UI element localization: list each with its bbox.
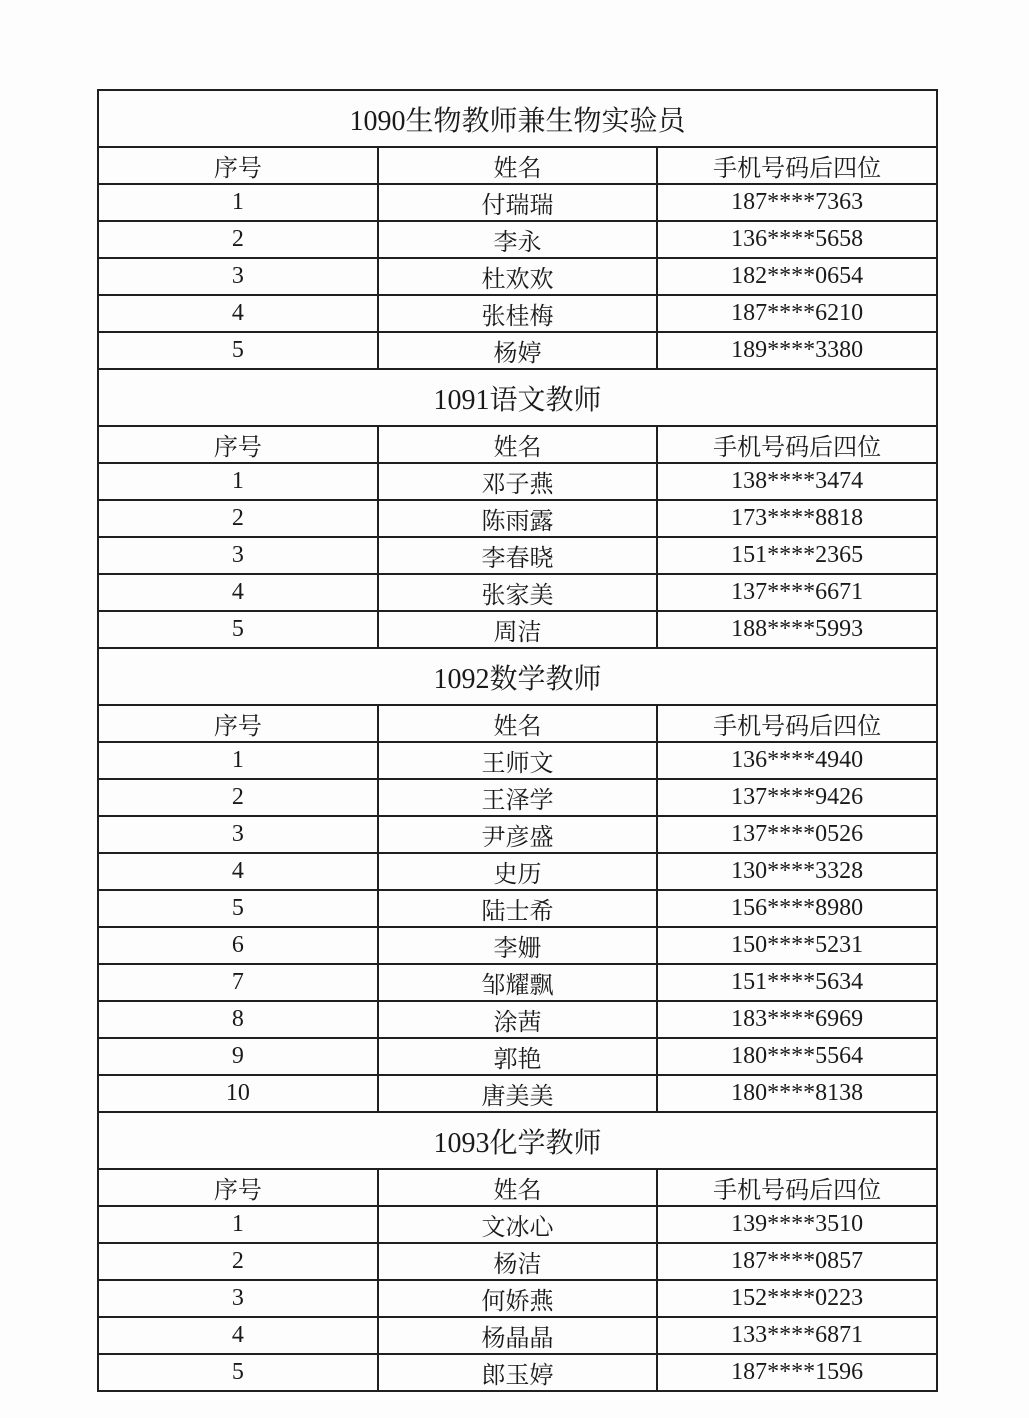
column-header: 手机号码后四位 [657, 147, 937, 184]
section-title-row [98, 1112, 937, 1169]
name-cell: 文冰心 [378, 1206, 658, 1243]
name-cell: 何娇燕 [378, 1280, 658, 1317]
index-cell: 5 [98, 611, 378, 648]
phone-cell: 137****0526 [657, 816, 937, 853]
name-cell: 郭艳 [378, 1038, 658, 1075]
header-row [98, 1169, 937, 1206]
table-row [98, 295, 937, 332]
table-row [98, 779, 937, 816]
table-row [98, 1243, 937, 1280]
roster-body [98, 90, 937, 1391]
phone-cell: 151****2365 [657, 537, 937, 574]
name-cell: 李姗 [378, 927, 658, 964]
table-row [98, 332, 937, 369]
index-cell: 3 [98, 537, 378, 574]
column-header: 手机号码后四位 [657, 1169, 937, 1206]
index-cell: 1 [98, 1206, 378, 1243]
column-header: 手机号码后四位 [657, 426, 937, 463]
name-cell: 陈雨露 [378, 500, 658, 537]
name-cell: 张桂梅 [378, 295, 658, 332]
phone-cell: 187****6210 [657, 295, 937, 332]
header-row [98, 426, 937, 463]
header-row [98, 147, 937, 184]
name-cell: 陆士希 [378, 890, 658, 927]
table-row [98, 927, 937, 964]
column-header: 序号 [98, 147, 378, 184]
table-row [98, 964, 937, 1001]
header-row [98, 705, 937, 742]
phone-cell: 187****1596 [657, 1354, 937, 1391]
index-cell: 4 [98, 295, 378, 332]
phone-cell: 138****3474 [657, 463, 937, 500]
index-cell: 9 [98, 1038, 378, 1075]
name-cell: 郎玉婷 [378, 1354, 658, 1391]
table-row [98, 816, 937, 853]
column-header: 姓名 [378, 147, 658, 184]
index-cell: 1 [98, 463, 378, 500]
index-cell: 3 [98, 1280, 378, 1317]
phone-cell: 152****0223 [657, 1280, 937, 1317]
index-cell: 2 [98, 500, 378, 537]
name-cell: 杨洁 [378, 1243, 658, 1280]
index-cell: 1 [98, 184, 378, 221]
table-row [98, 184, 937, 221]
section-title: 1093化学教师 [98, 1112, 937, 1169]
name-cell: 付瑞瑞 [378, 184, 658, 221]
table-row [98, 611, 937, 648]
name-cell: 杜欢欢 [378, 258, 658, 295]
section-title: 1092数学教师 [98, 648, 937, 705]
table-row [98, 853, 937, 890]
name-cell: 李春晓 [378, 537, 658, 574]
index-cell: 2 [98, 1243, 378, 1280]
name-cell: 邹耀飘 [378, 964, 658, 1001]
phone-cell: 156****8980 [657, 890, 937, 927]
table-row [98, 537, 937, 574]
index-cell: 5 [98, 890, 378, 927]
table-row [98, 258, 937, 295]
column-header: 手机号码后四位 [657, 705, 937, 742]
phone-cell: 173****8818 [657, 500, 937, 537]
table-row [98, 1001, 937, 1038]
section-title-row [98, 369, 937, 426]
index-cell: 4 [98, 853, 378, 890]
name-cell: 邓子燕 [378, 463, 658, 500]
phone-cell: 150****5231 [657, 927, 937, 964]
index-cell: 5 [98, 332, 378, 369]
column-header: 姓名 [378, 426, 658, 463]
table-row [98, 500, 937, 537]
phone-cell: 188****5993 [657, 611, 937, 648]
index-cell: 7 [98, 964, 378, 1001]
section-title-row [98, 90, 937, 147]
phone-cell: 151****5634 [657, 964, 937, 1001]
phone-cell: 189****3380 [657, 332, 937, 369]
table-row [98, 1038, 937, 1075]
phone-cell: 182****0654 [657, 258, 937, 295]
index-cell: 4 [98, 574, 378, 611]
phone-cell: 137****6671 [657, 574, 937, 611]
index-cell: 3 [98, 816, 378, 853]
name-cell: 杨晶晶 [378, 1317, 658, 1354]
phone-cell: 139****3510 [657, 1206, 937, 1243]
index-cell: 3 [98, 258, 378, 295]
phone-cell: 130****3328 [657, 853, 937, 890]
name-cell: 唐美美 [378, 1075, 658, 1112]
table-row [98, 1075, 937, 1112]
name-cell: 尹彦盛 [378, 816, 658, 853]
phone-cell: 187****0857 [657, 1243, 937, 1280]
column-header: 序号 [98, 1169, 378, 1206]
index-cell: 6 [98, 927, 378, 964]
table-row [98, 1317, 937, 1354]
phone-cell: 180****8138 [657, 1075, 937, 1112]
table-row [98, 574, 937, 611]
phone-cell: 137****9426 [657, 779, 937, 816]
index-cell: 2 [98, 779, 378, 816]
section-title: 1090生物教师兼生物实验员 [98, 90, 937, 147]
table-row [98, 221, 937, 258]
index-cell: 8 [98, 1001, 378, 1038]
index-cell: 2 [98, 221, 378, 258]
table-row [98, 890, 937, 927]
phone-cell: 187****7363 [657, 184, 937, 221]
section-title: 1091语文教师 [98, 369, 937, 426]
index-cell: 10 [98, 1075, 378, 1112]
table-row [98, 742, 937, 779]
name-cell: 王师文 [378, 742, 658, 779]
table-row [98, 463, 937, 500]
table-row [98, 1354, 937, 1391]
name-cell: 李永 [378, 221, 658, 258]
column-header: 序号 [98, 705, 378, 742]
name-cell: 杨婷 [378, 332, 658, 369]
phone-cell: 133****6871 [657, 1317, 937, 1354]
index-cell: 5 [98, 1354, 378, 1391]
staff-roster-table [97, 89, 938, 1392]
phone-cell: 180****5564 [657, 1038, 937, 1075]
column-header: 序号 [98, 426, 378, 463]
phone-cell: 136****4940 [657, 742, 937, 779]
index-cell: 1 [98, 742, 378, 779]
table-row [98, 1280, 937, 1317]
section-title-row [98, 648, 937, 705]
column-header: 姓名 [378, 705, 658, 742]
name-cell: 周洁 [378, 611, 658, 648]
phone-cell: 183****6969 [657, 1001, 937, 1038]
name-cell: 史历 [378, 853, 658, 890]
table-row [98, 1206, 937, 1243]
name-cell: 王泽学 [378, 779, 658, 816]
name-cell: 涂茜 [378, 1001, 658, 1038]
index-cell: 4 [98, 1317, 378, 1354]
phone-cell: 136****5658 [657, 221, 937, 258]
column-header: 姓名 [378, 1169, 658, 1206]
name-cell: 张家美 [378, 574, 658, 611]
